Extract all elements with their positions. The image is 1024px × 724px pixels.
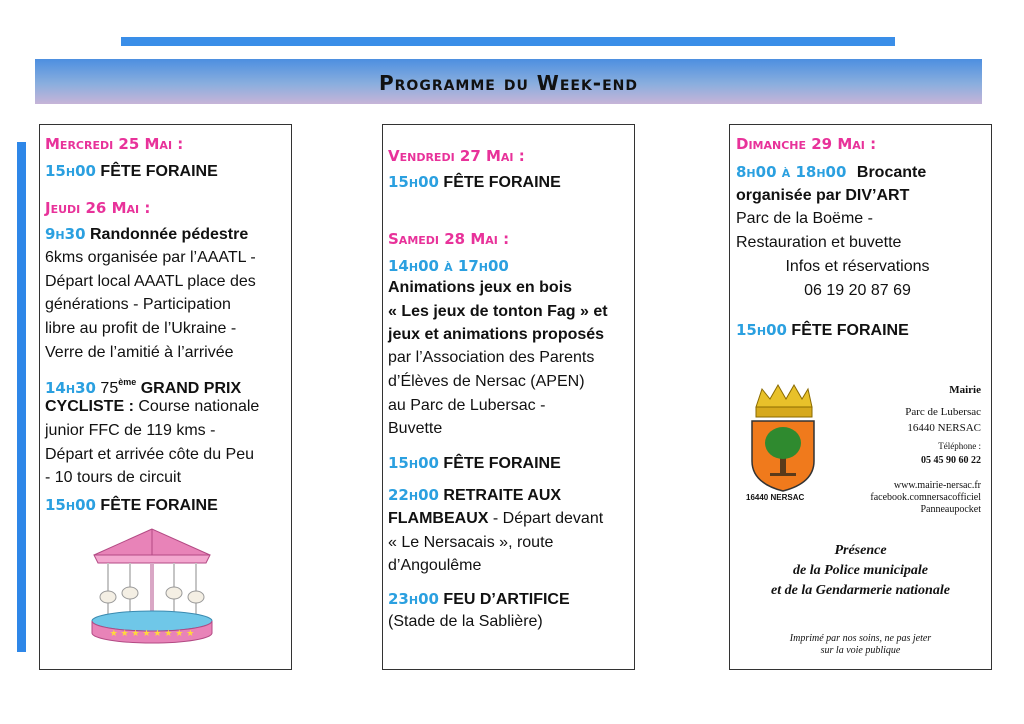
presence-line: et de la Gendarmerie nationale	[771, 583, 950, 598]
day-heading-wednesday: Mercredi 25 Mai :	[45, 135, 184, 153]
event-title: Randonnée pédestre	[89, 226, 249, 243]
event-desc: Infos et réservations	[785, 258, 930, 275]
event-title: FEU D’ARTIFICE	[443, 591, 570, 608]
event-desc: Parc de la Boëme -	[736, 210, 873, 227]
edition-suffix: ème	[118, 377, 137, 387]
facebook-link[interactable]: facebook.comnersacofficiel	[870, 492, 981, 503]
event-title: jeux et animations proposés	[388, 326, 605, 343]
title-banner	[35, 59, 982, 104]
event-desc: Restauration et buvette	[736, 234, 902, 251]
crest-caption: 16440 NERSAC	[746, 493, 805, 502]
event-time: 14h30	[45, 379, 96, 397]
column-wednesday-thursday	[39, 124, 292, 670]
event-desc: d’Angoulême	[388, 557, 482, 574]
event-time: 9h30	[45, 225, 86, 243]
event-desc: générations - Participation	[45, 296, 231, 313]
event-title: GRAND PRIX	[140, 380, 242, 397]
event-desc: Course nationale	[138, 398, 260, 415]
event-desc: 6kms organisée par l’AAATL -	[45, 249, 256, 266]
event-line	[45, 396, 259, 418]
presence-line: de la Police municipale	[793, 563, 928, 578]
footer-note: sur la voie publique	[820, 645, 901, 656]
event-title-cont: FLAMBEAUX	[388, 510, 489, 527]
event-desc: - Départ devant	[492, 510, 604, 527]
page-title: Programme du Week-end	[378, 71, 639, 95]
event-desc: - 10 tours de circuit	[45, 469, 182, 486]
event-title: RETRAITE AUX	[443, 487, 562, 504]
presence-line: Présence	[834, 543, 887, 558]
day-heading-friday: Vendredi 27 Mai :	[388, 147, 525, 165]
event-title: FÊTE FORAINE	[443, 455, 561, 472]
event-desc: libre au profit de l’Ukraine -	[45, 320, 237, 337]
event-desc: d’Élèves de Nersac (APEN)	[388, 373, 585, 390]
event-desc: junior FFC de 119 kms -	[45, 422, 216, 439]
event-line	[45, 223, 248, 246]
carousel-icon	[88, 525, 216, 647]
mairie-phone: 05 45 90 60 22	[921, 455, 981, 466]
phone-label: Téléphone :	[938, 441, 981, 451]
event-title: « Les jeux de tonton Fag » et	[388, 303, 608, 320]
event-time: 23h00	[388, 590, 439, 608]
event-line	[388, 484, 561, 507]
event-line	[736, 161, 926, 184]
mairie-title: Mairie	[949, 384, 981, 396]
event-desc: au Parc de Lubersac -	[388, 397, 546, 414]
event-desc: par l’Association des Parents	[388, 349, 595, 366]
app-name: Panneaupocket	[920, 504, 981, 515]
event-desc: Départ et arrivée côte du Peu	[45, 446, 255, 463]
event-line	[388, 588, 570, 611]
edition-number: 75	[100, 380, 119, 397]
event-time: 8h00 à 18h00	[736, 163, 847, 181]
footer-note: Imprimé par nos soins, ne pas jeter	[789, 633, 932, 644]
event-time: 22h00	[388, 486, 439, 504]
event-title: FÊTE FORAINE	[443, 174, 561, 191]
event-line	[45, 160, 218, 183]
event-title-cont: organisée par DIV’ART	[736, 187, 910, 204]
event-title: FÊTE FORAINE	[100, 163, 218, 180]
event-desc: Verre de l’amitié à l’arrivée	[45, 344, 234, 361]
event-time: 15h00	[45, 496, 96, 514]
event-time: 15h00	[736, 321, 787, 339]
mairie-postcode: 16440 NERSAC	[907, 422, 981, 434]
event-line	[736, 319, 909, 342]
event-desc: Départ local AAATL place des	[45, 273, 256, 290]
day-heading-thursday: Jeudi 26 Mai :	[45, 199, 151, 217]
event-line	[388, 452, 561, 475]
event-line	[388, 171, 561, 194]
left-decorative-bar	[17, 142, 26, 652]
phone-number: 06 19 20 87 69	[804, 282, 911, 299]
coat-of-arms-icon	[748, 383, 818, 495]
event-line	[45, 494, 218, 517]
mairie-address: Parc de Lubersac	[905, 406, 981, 418]
column-friday-saturday	[382, 124, 635, 670]
day-heading-sunday: Dimanche 29 Mai :	[736, 135, 877, 153]
event-title: Animations jeux en bois	[388, 279, 573, 296]
event-title: Brocante	[856, 164, 927, 181]
column-sunday	[729, 124, 992, 670]
event-time: 15h00	[388, 173, 439, 191]
event-line	[388, 255, 509, 278]
event-time: 14h00 à 17h00	[388, 257, 509, 275]
svg-text:★ ★ ★ ★ ★ ★ ★ ★: ★ ★ ★ ★ ★ ★ ★ ★	[109, 629, 195, 639]
event-time: 15h00	[45, 162, 96, 180]
event-title: FÊTE FORAINE	[791, 322, 909, 339]
event-desc: (Stade de la Sablière)	[388, 613, 543, 630]
event-desc: Buvette	[388, 420, 443, 437]
event-time: 15h00	[388, 454, 439, 472]
top-decorative-bar	[121, 37, 895, 46]
event-title: FÊTE FORAINE	[100, 497, 218, 514]
event-desc: « Le Nersacais », route	[388, 534, 554, 551]
event-title-cont: CYCLISTE :	[45, 398, 134, 415]
day-heading-saturday: Samedi 28 Mai :	[388, 230, 510, 248]
website-link[interactable]: www.mairie-nersac.fr	[893, 480, 981, 491]
event-line	[388, 508, 603, 530]
